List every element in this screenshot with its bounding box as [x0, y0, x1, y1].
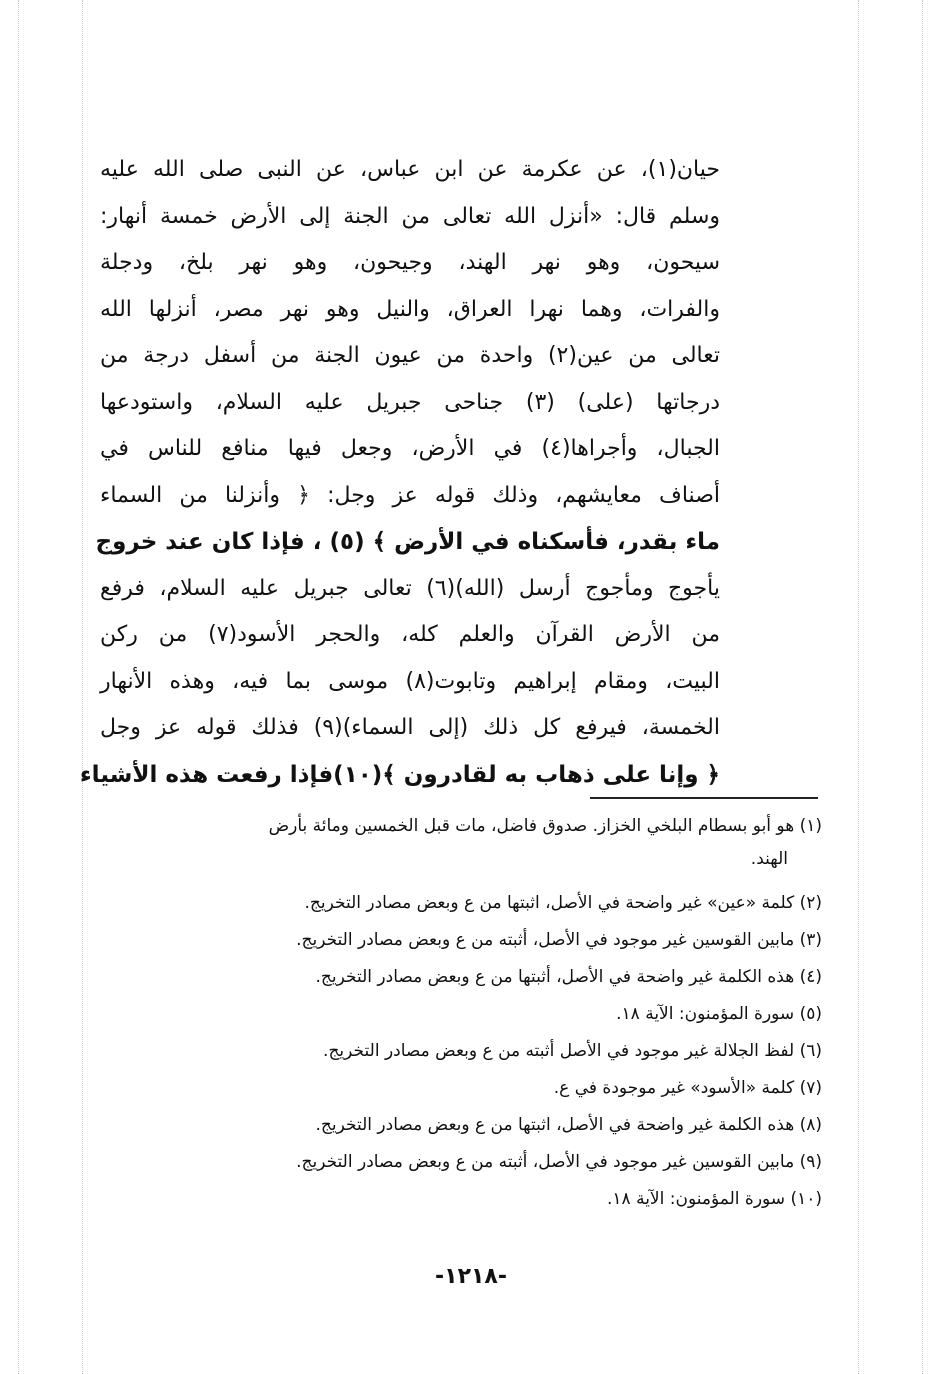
footnote-7: (٧) كلمة «الأسود» غير موجودة في ع. — [553, 1078, 822, 1098]
text-line: وسلم قال: «أنزل الله تعالى من الجنة إلى الأرض خمسة أنهار: — [100, 203, 720, 229]
footnote-1: (١) هو أبو بسطام البلخي الخزاز. صدوق فاضل، مات قبل الخمسين ومائة بأرض — [268, 816, 822, 836]
quran-verse-line: ماء بقدر، فأسكناه في الأرض ﴾ (٥) ، فإذا كان عند خروج — [95, 529, 720, 555]
footnote-9: (٩) مابين القوسين غير موجود في الأصل، أثبته من ع وبعض مصادر التخريج. — [296, 1152, 822, 1172]
footnote-10: (١٠) سورة المؤمنون: الآية ١٨. — [607, 1189, 822, 1209]
text-line: البيت، ومقام إبراهيم وتابوت(٨) موسى بما فيه، وهذه الأنهار — [100, 668, 720, 694]
text-line: حيان(١)، عن عكرمة عن ابن عباس، عن النبى صلى الله عليه — [100, 157, 720, 182]
footnote-8: (٨) هذه الكلمة غير واضحة في الأصل، اثبتها من ع وبعض مصادر التخريج. — [315, 1115, 822, 1135]
main-text-block — [79, 147, 721, 798]
dotted-guide-line — [82, 0, 83, 1374]
footnote-4: (٤) هذه الكلمة غير واضحة في الأصل، أثبتها من ع وبعض مصادر التخريج. — [315, 967, 822, 987]
quran-verse-line: ﴿ وإنا على ذهاب به لقادرون ﴾(١٠)فإذا رفعت هذه الأشياء — [79, 761, 720, 788]
footnote-1-continuation: الهند. — [750, 849, 788, 869]
text-line: الجبال، وأجراها(٤) في الأرض، وجعل فيها منافع للناس في — [100, 436, 720, 461]
text-line: من الأرض القرآن والعلم كله، والحجر الأسود(٧) من ركن — [100, 622, 721, 647]
footnotes-block — [150, 808, 822, 1218]
footnote-5: (٥) سورة المؤمنون: الآية ١٨. — [616, 1004, 822, 1024]
text-line: أصناف معايشهم، وذلك قوله عز وجل: ﴿ وأنزلنا من السماء — [100, 482, 720, 508]
text-line: سيحون، وهو نهر الهند، وجيحون، وهو نهر بلخ، ودجلة — [100, 250, 720, 275]
footnote-separator — [590, 797, 818, 799]
dotted-guide-line — [858, 0, 859, 1374]
dotted-guide-line — [18, 0, 19, 1374]
text-line: يأجوج ومأجوج أرسل (الله)(٦) تعالى جبريل عليه السلام، فرفع — [100, 575, 720, 601]
page-number: -١٢١٨- — [435, 1264, 507, 1289]
footnote-6: (٦) لفظ الجلالة غير موجود في الأصل أثبته من ع وبعض مصادر التخريج. — [323, 1041, 822, 1061]
text-line: تعالى من عين(٢) واحدة من عيون الجنة من أسفل درجة من — [100, 343, 720, 368]
dotted-guide-line — [922, 0, 923, 1374]
text-line: درجاتها (على) (٣) جناحى جبريل عليه السلام، واستودعها — [100, 389, 720, 415]
footnote-2: (٢) كلمة «عين» غير واضحة في الأصل، اثبتها من ع وبعض مصادر التخريج. — [304, 893, 822, 913]
text-line: والفرات، وهما نهرا العراق، والنيل وهو نهر مصر، أنزلها الله — [100, 296, 720, 322]
text-line: الخمسة، فيرفع كل ذلك (إلى السماء)(٩) فذلك قوله عز وجل — [100, 715, 720, 740]
footnote-3: (٣) مابين القوسين غير موجود في الأصل، أثبته من ع وبعض مصادر التخريج. — [296, 930, 822, 950]
